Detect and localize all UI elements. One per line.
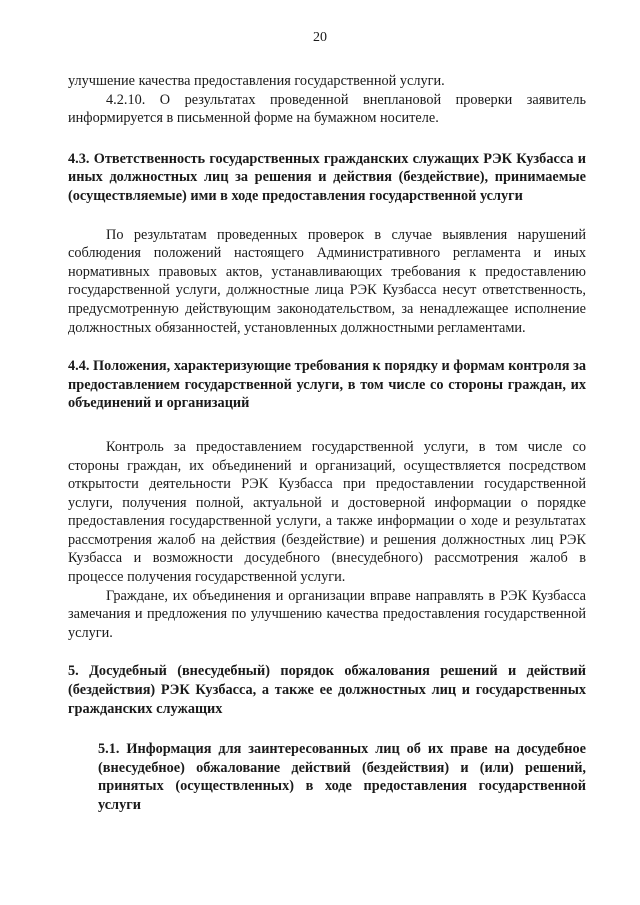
heading-5-1: 5.1. Информация для заинтересованных лиц об их праве на досудебное (внесудебное) обжалование действий (бездействия) и (или) решений, принятых (осуществленных) в ходе предоставления государственной услуги [98,741,586,813]
paragraph-citizens: Граждане, их объединения и организации вправе направлять в РЭК Кузбасса замечания и предложения по улучшению качества предоставления государственной услуги. [68,587,586,641]
page-number: 20 [313,30,327,45]
heading-4-3: 4.3. Ответственность государственных гражданских служащих РЭК Кузбасса и иных должностных лиц за решения и действия (бездействие), принимаемые (осуществляемые) ими в ходе предоставления государственной услуги [68,150,586,204]
heading-4-4: 4.4. Положения, характеризующие требования к порядку и формам контроля за предоставлением государственной услуги, в том числе со стороны граждан, их объединений и организаций [68,358,586,412]
paragraph-continuation: улучшение качества предоставления государственной услуги. [68,73,445,89]
document-body [68,72,586,815]
heading-5: 5. Досудебный (внесудебный) порядок обжалования решений и действий (бездействия) РЭК Кузбасса, а также ее должностных лиц и государственных гражданских служащих [68,663,586,717]
paragraph-responsibility: По результатам проведенных проверок в случае выявления нарушений соблюдения положений настоящего Административного регламента и иных нормативных правовых актов, устанавливающих требования к предоставлению государственной услуги, должностные лица РЭК Кузбасса несут ответственность, предусмотренную действующим законодательством, за ненадлежащее исполнение должностных обязанностей, установленных должностными регламентами. [68,226,586,336]
paragraph-4-2-10: 4.2.10. О результатах проведенной внеплановой проверки заявитель информируется в письменной форме на бумажном носителе. [68,91,586,127]
paragraph-control: Контроль за предоставлением государственной услуги, в том числе со стороны граждан, их объединений и организаций, осуществляется посредством открытости деятельности РЭК Кузбасса при предоставлении государственной услуги, получения полной, актуальной и достоверной информации о порядке предоставления государственной услуги, а также информации о ходе и результатах рассмотрения жалоб на действия (бездействие) и решения должностных лиц РЭК Кузбасса и возможности досудебного (внесудебного) рассмотрения жалоб в процессе получения государственной услуги. [68,438,586,586]
